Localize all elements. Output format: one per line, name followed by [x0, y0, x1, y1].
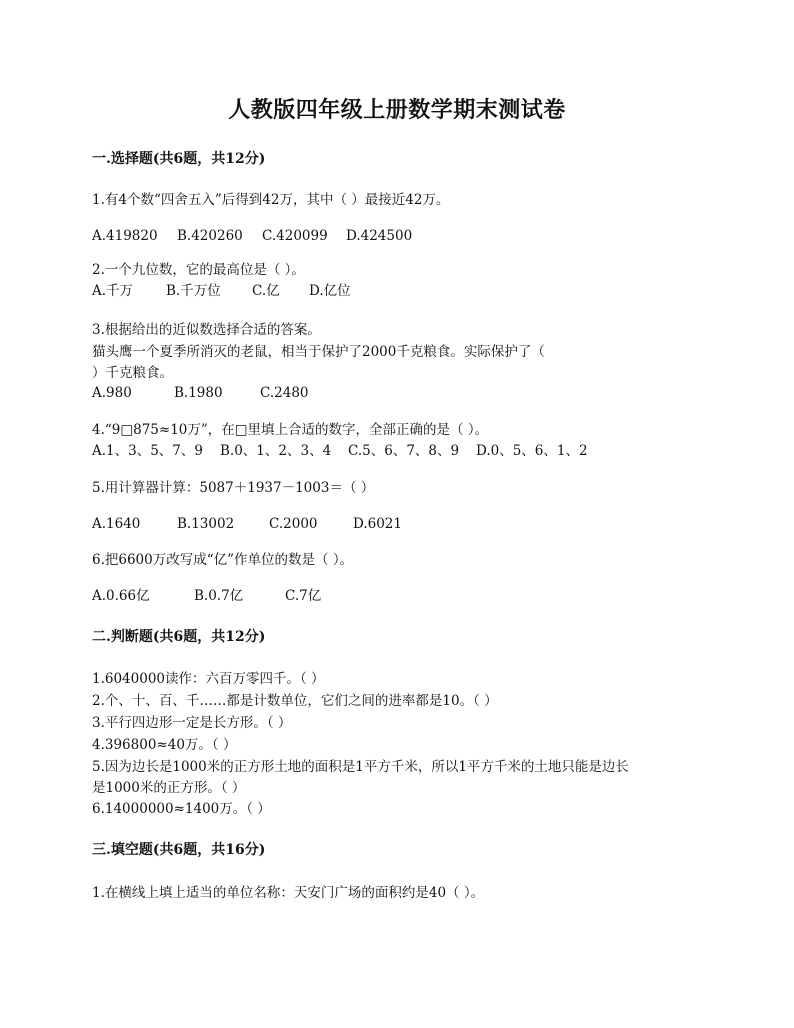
option: B.千万位	[166, 283, 221, 299]
judge-item: 4.396800≈40万。（ ）	[92, 737, 237, 753]
option: D.0、5、6、1、2	[476, 443, 588, 459]
question-stem-cont: 猫头鹰一个夏季所消灭的老鼠，相当于保护了2000千克粮食。实际保护了（	[92, 344, 545, 360]
question-stem: 1.有4个数“四舍五入”后得到42万，其中（ ）最接近42万。	[92, 192, 450, 208]
judge-item-cont: 是1000米的正方形。（ ）	[92, 780, 246, 796]
question-stem: 2.一个九位数，它的最高位是（ ）。	[92, 262, 305, 278]
option: A.0.66亿	[92, 588, 150, 604]
option: C.2000	[269, 516, 318, 532]
section-heading-fill: 三.填空题(共6题，共16分)	[92, 842, 266, 858]
judge-item: 5.因为边长是1000米的正方形土地的面积是1平方千米，所以1平方千米的土地只能是边长	[92, 759, 629, 775]
option: D.424500	[346, 228, 413, 244]
question-stem: 5.用计算器计算：5087＋1937－1003＝（ ）	[92, 480, 375, 496]
question-options	[92, 515, 402, 533]
fill-item: 1.在横线上填上适当的单位名称：天安门广场的面积约是40（ ）。	[92, 885, 485, 901]
question-options	[92, 442, 588, 460]
question-stem-cont: ）千克粮食。	[92, 365, 173, 381]
option: A.419820	[92, 228, 158, 244]
option: C.420099	[262, 228, 328, 244]
option: A.980	[92, 385, 132, 401]
option: B.0.7亿	[194, 588, 244, 604]
question-options	[92, 282, 351, 300]
option: C.亿	[252, 283, 280, 299]
question-options	[92, 384, 309, 402]
option: B.420260	[177, 228, 243, 244]
option: B.13002	[177, 516, 235, 532]
question-stem: 4.“9□875≈10万”，在□里填上合适的数字，全部正确的是（ ）。	[92, 422, 489, 438]
question-options	[92, 587, 321, 605]
option: B.1980	[174, 385, 223, 401]
section-heading-choice: 一.选择题(共6题，共12分)	[92, 151, 266, 167]
option: D.6021	[353, 516, 402, 532]
question-options	[92, 227, 412, 245]
option: C.5、6、7、8、9	[348, 443, 460, 459]
option: B.0、1、2、3、4	[220, 443, 332, 459]
judge-item: 6.14000000≈1400万。（ ）	[92, 801, 271, 817]
judge-item: 3.平行四边形一定是长方形。（ ）	[92, 715, 292, 731]
option: D.亿位	[309, 283, 351, 299]
option: A.1640	[92, 516, 141, 532]
option: C.7亿	[285, 588, 322, 604]
judge-item: 1.6040000读作：六百万零四千。（ ）	[92, 671, 325, 687]
section-heading-judge: 二.判断题(共6题，共12分)	[92, 629, 266, 645]
judge-item: 2.个、十、百、千……都是计数单位，它们之间的进率都是10。（ ）	[92, 693, 498, 709]
question-stem: 6.把6600万改写成“亿”作单位的数是（ ）。	[92, 552, 354, 568]
option: C.2480	[260, 385, 309, 401]
option: A.1、3、5、7、9	[92, 443, 203, 459]
question-stem: 3.根据给出的近似数选择合适的答案。	[92, 322, 321, 338]
page-title: 人教版四年级上册数学期末测试卷	[228, 97, 566, 123]
option: A.千万	[92, 283, 134, 299]
